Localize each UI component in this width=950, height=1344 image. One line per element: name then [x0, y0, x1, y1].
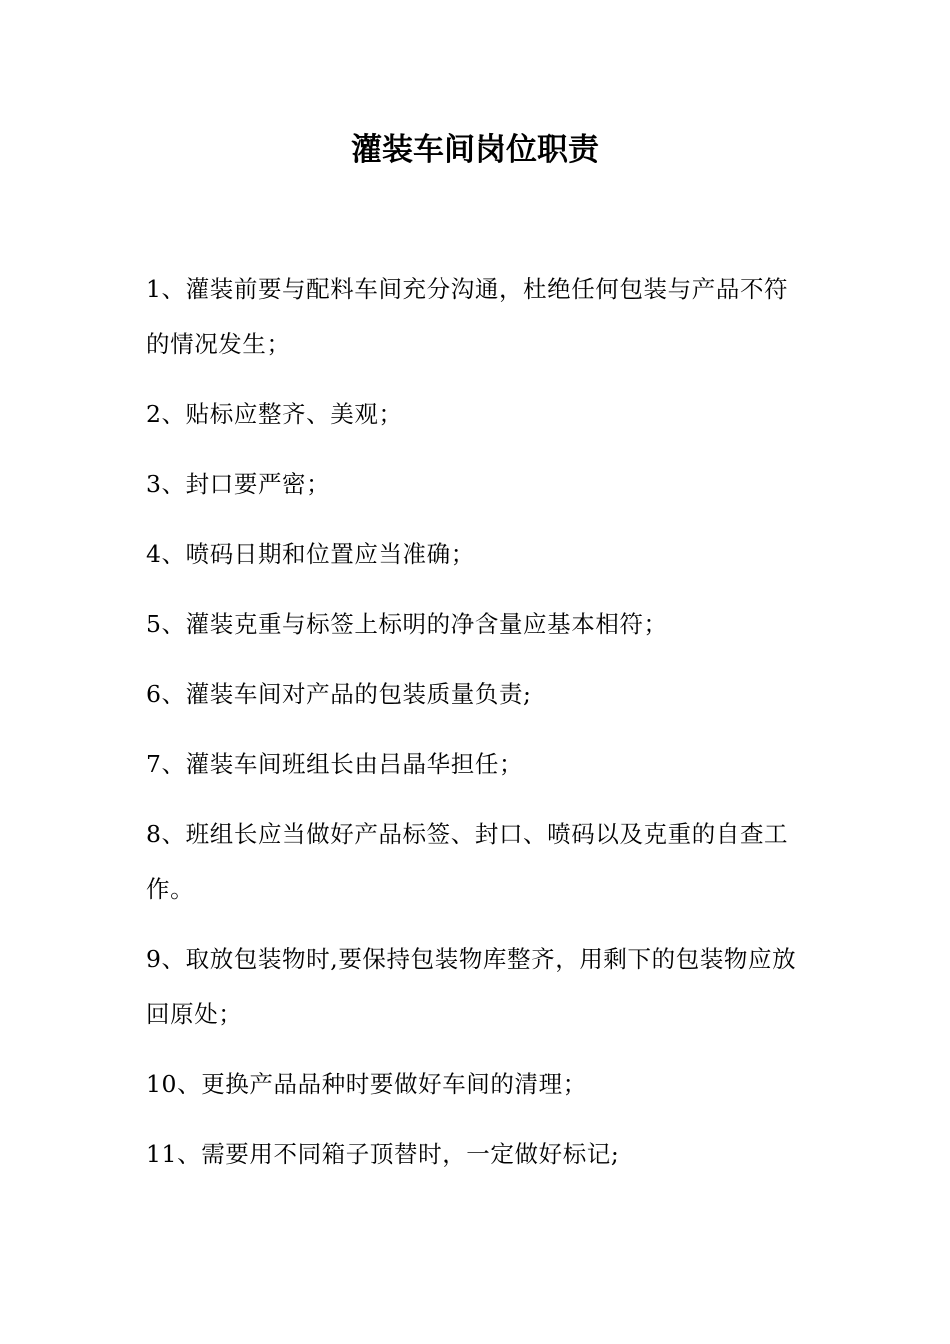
- duty-item-7: 7、灌装车间班组长由吕晶华担任；: [146, 750, 524, 778]
- duty-item-8: 8、班组长应当做好产品标签、封口、喷码以及克重的自查工作。: [146, 820, 789, 903]
- duty-item-2: 2、贴标应整齐、美观；: [146, 400, 403, 428]
- duty-item-11: 11、需要用不同箱子顶替时，一定做好标记;: [146, 1140, 620, 1168]
- duty-item-4: 4、喷码日期和位置应当准确；: [146, 540, 475, 568]
- duty-item-9: 9、取放包装物时,要保持包装物库整齐，用剩下的包装物应放回原处；: [146, 945, 797, 1028]
- duty-item-6: 6、灌装车间对产品的包装质量负责;: [146, 680, 532, 708]
- document-title: 灌装车间岗位职责: [351, 132, 599, 168]
- duty-list: [146, 262, 810, 1197]
- duty-item-5: 5、灌装克重与标签上标明的净含量应基本相符；: [146, 610, 668, 638]
- duty-item-3: 3、封口要严密；: [146, 470, 331, 498]
- duty-item-10: 10、更换产品品种时要做好车间的清理；: [146, 1070, 587, 1098]
- duty-item-1: 1、灌装前要与配料车间充分沟通，杜绝任何包装与产品不符的情况发生；: [146, 275, 789, 358]
